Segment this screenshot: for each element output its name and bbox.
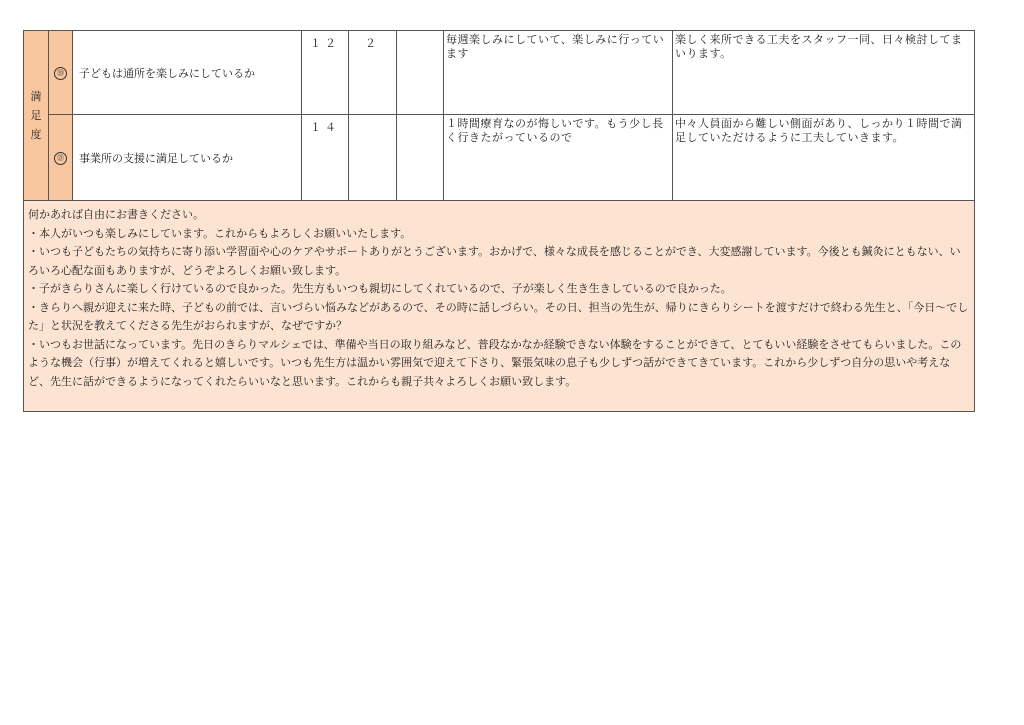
free-comment: ・きらりへ親が迎えに来た時、子どもの前では、言いづらい悩みなどがあるので、その時に話しづらい。その日、担当の先生が、帰りにきらりシートを渡すだけで終わる先生と、「今日～でした」と状況を教えてくださる先生がおられますが、なぜですか？ <box>28 300 969 332</box>
staff-response: 中々人員面から難しい側面があり、しっかり１時間で満足していただけるように工夫していきます。 <box>673 115 975 201</box>
question-number-cell <box>49 115 73 201</box>
staff-response: 楽しく来所できる工夫をスタッフ一同、日々検討してまいります。 <box>673 31 975 115</box>
free-comments-cell <box>24 201 975 412</box>
question-text: 子どもは通所を楽しみにしているか <box>73 31 302 115</box>
free-comment: ・子がきらりさんに楽しく行けているので良かった。先生方もいつも親切にしてくれているので、子が楽しく生き生きしているので良かった。 <box>28 282 732 295</box>
category-cell <box>24 31 49 201</box>
parent-comment: 毎週楽しみにしていて、楽しみに行っています <box>444 31 673 115</box>
count-neutral: ２ <box>349 31 397 115</box>
count-no <box>397 31 444 115</box>
free-comments-row <box>24 201 975 412</box>
parent-comment: １時間療育なのが悔しいです。もう少し長く行きたがっているので <box>444 115 673 201</box>
question-number: ㉑ <box>54 152 67 165</box>
free-comment: ・いつも子どもたちの気持ちに寄り添い学習面や心のケアやサポートありがとうございます。おかげで、様々な成長を感じることができ、大変感謝しています。今後とも鍼灸にともない、いろいろ心配な面もありますが、どうぞよろしくお願い致します。 <box>28 245 961 277</box>
count-yes: １４ <box>302 115 349 201</box>
table-row <box>24 115 975 201</box>
question-number: ⑳ <box>54 67 67 80</box>
survey-table <box>23 30 975 412</box>
table-row <box>24 31 975 115</box>
free-comment: ・本人がいつも楽しみにしています。これからもよろしくお願いいたします。 <box>28 226 412 240</box>
count-yes: １２ <box>302 31 349 115</box>
question-number-cell <box>49 31 73 115</box>
free-comment: ・いつもお世話になっています。先日のきらりマルシェでは、準備や当日の取り組みなど、普段なかなか経験できない体験をすることができて、とてもいい経験をさせてもらいました。このような機会（行事）が増えてくれると嬉しいです。いつも先生方は温かい雰囲気で迎えて下さり、緊張気味の息子も少しずつ話ができてきています。これから少しずつ自分の思いや考えなど、先生に話ができるようになってくれたらいいなと思います。これからも親子共々よろしくお願い致します。 <box>28 337 962 388</box>
free-comments-heading: 何かあれば自由にお書きください。 <box>28 208 204 221</box>
count-neutral <box>349 115 397 201</box>
category-label: 満足度 <box>30 90 42 141</box>
question-text: 事業所の支援に満足しているか <box>73 115 302 201</box>
count-no <box>397 115 444 201</box>
